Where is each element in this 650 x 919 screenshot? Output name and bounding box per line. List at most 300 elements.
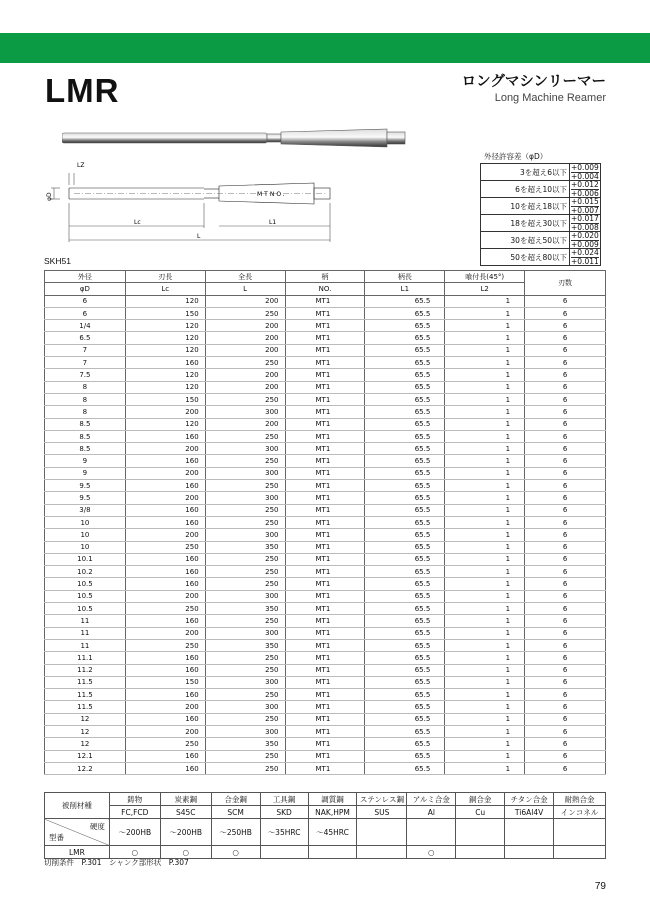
- table-cell: 250: [205, 689, 285, 701]
- table-cell: 200: [205, 295, 285, 307]
- tolerance-row: [481, 215, 601, 232]
- table-row: [45, 701, 606, 713]
- tolerance-range: 3を超え6以下: [481, 164, 570, 181]
- table-cell: MT1: [285, 603, 365, 615]
- footer-note: 切削条件 P.301 シャンク部形状 P.307: [44, 858, 189, 867]
- table-cell: 300: [205, 492, 285, 504]
- table-cell: MT1: [285, 676, 365, 688]
- table-cell: 1: [445, 357, 525, 369]
- table-cell: 8.5: [45, 418, 126, 430]
- table-cell: 6: [525, 418, 606, 430]
- table-cell: 250: [205, 307, 285, 319]
- header-band: [0, 33, 650, 63]
- table-cell: 1/4: [45, 320, 126, 332]
- tolerance-range: 10を超え18以下: [481, 198, 570, 215]
- table-row: [45, 566, 606, 578]
- table-row: [45, 578, 606, 590]
- table-cell: 6: [525, 344, 606, 356]
- table-cell: 6: [525, 725, 606, 737]
- table-cell: 65.5: [365, 738, 445, 750]
- workpiece-grade: Ti6Al4V: [505, 806, 554, 819]
- table-cell: 12.1: [45, 750, 126, 762]
- table-row: [45, 516, 606, 528]
- table-cell: 300: [205, 627, 285, 639]
- table-cell: 65.5: [365, 529, 445, 541]
- workpiece-hardness-header: [45, 819, 110, 846]
- table-cell: 200: [205, 418, 285, 430]
- table-cell: 65.5: [365, 750, 445, 762]
- table-row: [45, 529, 606, 541]
- table-cell: 6: [525, 590, 606, 602]
- suitability-mark: [357, 846, 407, 859]
- table-cell: 6: [525, 639, 606, 651]
- table-cell: 11: [45, 627, 126, 639]
- table-cell: 6: [525, 676, 606, 688]
- table-cell: 300: [205, 406, 285, 418]
- table-cell: 160: [125, 750, 205, 762]
- col-subheader-l1: L1: [365, 283, 445, 295]
- table-cell: 250: [205, 480, 285, 492]
- table-cell: 200: [125, 701, 205, 713]
- table-cell: MT1: [285, 406, 365, 418]
- table-cell: 1: [445, 725, 525, 737]
- table-cell: 1: [445, 701, 525, 713]
- table-cell: 300: [205, 725, 285, 737]
- table-cell: 250: [205, 357, 285, 369]
- tolerance-values: [570, 215, 601, 232]
- table-cell: 1: [445, 307, 525, 319]
- table-cell: 6: [525, 652, 606, 664]
- table-row: [45, 381, 606, 393]
- table-cell: 6: [525, 516, 606, 528]
- table-cell: 65.5: [365, 590, 445, 602]
- table-row: [45, 750, 606, 762]
- table-cell: 120: [125, 381, 205, 393]
- table-cell: 65.5: [365, 430, 445, 442]
- col-header-flute-length: 刃長: [125, 271, 205, 283]
- table-cell: 1: [445, 480, 525, 492]
- table-cell: 1: [445, 639, 525, 651]
- table-cell: 120: [125, 369, 205, 381]
- product-name-jp: ロングマシンリーマー: [461, 74, 606, 90]
- table-row: [45, 492, 606, 504]
- tolerance-lower: +0.004: [571, 171, 599, 181]
- table-row: [45, 295, 606, 307]
- table-cell: 160: [125, 455, 205, 467]
- table-row: [45, 689, 606, 701]
- table-cell: MT1: [285, 639, 365, 651]
- table-cell: 160: [125, 566, 205, 578]
- table-cell: 200: [205, 344, 285, 356]
- table-cell: 11.1: [45, 652, 126, 664]
- workpiece-grade: SUS: [357, 806, 407, 819]
- table-row: [45, 467, 606, 479]
- table-cell: 65.5: [365, 689, 445, 701]
- table-cell: 8.5: [45, 443, 126, 455]
- table-cell: 65.5: [365, 676, 445, 688]
- workpiece-material: 銅合金: [456, 793, 505, 806]
- table-cell: 1: [445, 590, 525, 602]
- table-cell: 6: [525, 467, 606, 479]
- table-cell: 8: [45, 406, 126, 418]
- table-cell: 1: [445, 393, 525, 405]
- table-cell: MT1: [285, 664, 365, 676]
- tolerance-lower: +0.006: [571, 188, 599, 198]
- table-cell: 200: [205, 381, 285, 393]
- table-cell: 6: [525, 480, 606, 492]
- table-cell: 7: [45, 344, 126, 356]
- col-header-shank-length: 柄長: [365, 271, 445, 283]
- table-row: [45, 738, 606, 750]
- table-row: [45, 603, 606, 615]
- table-cell: 6: [525, 295, 606, 307]
- table-row: [45, 639, 606, 651]
- table-cell: 6: [525, 689, 606, 701]
- table-cell: 7.5: [45, 369, 126, 381]
- table-cell: 1: [445, 430, 525, 442]
- table-cell: 200: [125, 529, 205, 541]
- table-cell: 1: [445, 627, 525, 639]
- table-cell: 65.5: [365, 455, 445, 467]
- workpiece-material: 炭素鋼: [160, 793, 211, 806]
- table-cell: MT1: [285, 590, 365, 602]
- table-cell: 12: [45, 738, 126, 750]
- tolerance-values: [570, 181, 601, 198]
- table-cell: 6: [525, 615, 606, 627]
- table-cell: 250: [125, 738, 205, 750]
- workpiece-hardness: ～200HB: [160, 819, 211, 846]
- table-cell: 1: [445, 381, 525, 393]
- table-cell: MT1: [285, 381, 365, 393]
- table-cell: MT1: [285, 320, 365, 332]
- table-cell: MT1: [285, 467, 365, 479]
- model-label: 型番: [49, 833, 64, 842]
- workpiece-hardness: [505, 819, 554, 846]
- dimension-drawing: [44, 158, 344, 250]
- table-cell: 11.5: [45, 689, 126, 701]
- table-cell: 150: [125, 676, 205, 688]
- table-cell: 11: [45, 639, 126, 651]
- table-cell: 1: [445, 320, 525, 332]
- table-cell: MT1: [285, 492, 365, 504]
- table-cell: MT1: [285, 762, 365, 774]
- tolerance-upper: +0.012: [571, 180, 599, 189]
- table-cell: 6.5: [45, 332, 126, 344]
- table-cell: 1: [445, 553, 525, 565]
- col-header-flutes: 刃数: [525, 271, 606, 296]
- table-cell: 11.2: [45, 664, 126, 676]
- tolerance-values: [570, 198, 601, 215]
- workpiece-grade: SKD: [260, 806, 308, 819]
- table-cell: 6: [525, 701, 606, 713]
- table-cell: 160: [125, 430, 205, 442]
- table-row: [45, 443, 606, 455]
- table-cell: 350: [205, 603, 285, 615]
- table-cell: 160: [125, 713, 205, 725]
- l1-label: L1: [269, 219, 277, 226]
- table-cell: 1: [445, 689, 525, 701]
- tolerance-upper: +0.009: [571, 163, 599, 172]
- suitability-mark: ○: [407, 846, 456, 859]
- table-cell: MT1: [285, 553, 365, 565]
- tolerance-row: [481, 232, 601, 249]
- table-cell: 200: [125, 492, 205, 504]
- material-label: SKH51: [44, 256, 71, 266]
- table-row: [45, 504, 606, 516]
- workpiece-grade-row: [45, 806, 606, 819]
- table-cell: 1: [445, 603, 525, 615]
- workpiece-material: 鋳物: [109, 793, 160, 806]
- table-row: [45, 480, 606, 492]
- table-row: [45, 357, 606, 369]
- table-cell: 65.5: [365, 332, 445, 344]
- mtno-label: MTNO.: [257, 191, 287, 198]
- table-cell: 160: [125, 762, 205, 774]
- tolerance-values: [570, 249, 601, 266]
- table-cell: MT1: [285, 516, 365, 528]
- table-cell: 120: [125, 344, 205, 356]
- table-cell: 200: [205, 332, 285, 344]
- table-row: [45, 615, 606, 627]
- workpiece-material: 耐熱合金: [554, 793, 606, 806]
- table-cell: 300: [205, 467, 285, 479]
- table-row: [45, 455, 606, 467]
- table-cell: 1: [445, 762, 525, 774]
- hardness-label: 硬度: [89, 822, 105, 831]
- workpiece-material: 調質鋼: [308, 793, 357, 806]
- table-cell: 1: [445, 750, 525, 762]
- table-cell: 120: [125, 295, 205, 307]
- tolerance-values: [570, 164, 601, 181]
- table-cell: MT1: [285, 344, 365, 356]
- table-cell: 65.5: [365, 578, 445, 590]
- table-cell: 10.5: [45, 590, 126, 602]
- table-cell: 6: [525, 762, 606, 774]
- col-subheader-phid: φD: [45, 283, 126, 295]
- table-cell: 12: [45, 713, 126, 725]
- table-cell: 1: [445, 713, 525, 725]
- table-cell: 1: [445, 295, 525, 307]
- table-cell: MT1: [285, 615, 365, 627]
- table-cell: 12: [45, 725, 126, 737]
- table-cell: 11.5: [45, 676, 126, 688]
- table-cell: 160: [125, 615, 205, 627]
- table-cell: 8: [45, 393, 126, 405]
- tolerance-caption: 外径許容差（φD）: [484, 152, 548, 161]
- table-cell: 6: [525, 357, 606, 369]
- workpiece-hardness: [357, 819, 407, 846]
- table-cell: 65.5: [365, 762, 445, 774]
- table-cell: 8: [45, 381, 126, 393]
- lz-label: LZ: [77, 162, 85, 169]
- table-cell: MT1: [285, 652, 365, 664]
- table-cell: 65.5: [365, 652, 445, 664]
- table-cell: 1: [445, 615, 525, 627]
- table-cell: 1: [445, 455, 525, 467]
- table-cell: 250: [205, 615, 285, 627]
- table-cell: MT1: [285, 443, 365, 455]
- table-cell: 6: [525, 443, 606, 455]
- suitability-mark: ○: [211, 846, 260, 859]
- workpiece-grade: FC,FCD: [109, 806, 160, 819]
- table-cell: 6: [525, 529, 606, 541]
- workpiece-hardness: ～45HRC: [308, 819, 357, 846]
- table-cell: MT1: [285, 750, 365, 762]
- table-cell: 1: [445, 369, 525, 381]
- tolerance-lower: +0.011: [571, 256, 599, 266]
- table-cell: 6: [525, 750, 606, 762]
- table-cell: 10.5: [45, 578, 126, 590]
- table-row: [45, 393, 606, 405]
- workpiece-grade: Cu: [456, 806, 505, 819]
- table-row: [45, 369, 606, 381]
- table-cell: MT1: [285, 480, 365, 492]
- table-cell: 65.5: [365, 480, 445, 492]
- table-cell: 300: [205, 676, 285, 688]
- table-cell: 300: [205, 590, 285, 602]
- table-row: [45, 406, 606, 418]
- table-cell: 65.5: [365, 615, 445, 627]
- workpiece-hardness: ～250HB: [211, 819, 260, 846]
- table-cell: 6: [525, 455, 606, 467]
- tolerance-lower: +0.008: [571, 222, 599, 232]
- lc-label: Lc: [134, 219, 141, 226]
- tolerance-row: [481, 181, 601, 198]
- table-cell: 65.5: [365, 369, 445, 381]
- table-cell: 6: [525, 664, 606, 676]
- table-cell: MT1: [285, 295, 365, 307]
- tolerance-row: [481, 249, 601, 266]
- table-row: [45, 541, 606, 553]
- table-cell: MT1: [285, 725, 365, 737]
- table-cell: 6: [525, 566, 606, 578]
- table-cell: 250: [205, 713, 285, 725]
- table-cell: 10.1: [45, 553, 126, 565]
- table-cell: 65.5: [365, 541, 445, 553]
- table-cell: 3/8: [45, 504, 126, 516]
- table-row: [45, 762, 606, 774]
- table-cell: 65.5: [365, 492, 445, 504]
- tolerance-values: [570, 232, 601, 249]
- table-row: [45, 590, 606, 602]
- table-cell: 1: [445, 664, 525, 676]
- workpiece-material: アルミ合金: [407, 793, 456, 806]
- table-cell: 250: [205, 652, 285, 664]
- table-cell: 1: [445, 443, 525, 455]
- table-cell: 160: [125, 652, 205, 664]
- table-cell: 160: [125, 578, 205, 590]
- table-cell: 200: [125, 627, 205, 639]
- suitability-mark: [308, 846, 357, 859]
- col-header-chamfer-length: 喰付長(45°): [445, 271, 525, 283]
- table-row: [45, 664, 606, 676]
- table-cell: 1: [445, 344, 525, 356]
- table-cell: 1: [445, 492, 525, 504]
- table-cell: 250: [125, 603, 205, 615]
- table-cell: MT1: [285, 307, 365, 319]
- table-cell: 10: [45, 529, 126, 541]
- table-cell: 300: [205, 701, 285, 713]
- table-cell: MT1: [285, 738, 365, 750]
- workpiece-hardness: ～35HRC: [260, 819, 308, 846]
- table-cell: 6: [525, 603, 606, 615]
- workpiece-grade: Al: [407, 806, 456, 819]
- table-cell: 1: [445, 578, 525, 590]
- table-cell: MT1: [285, 713, 365, 725]
- table-cell: 6: [45, 295, 126, 307]
- table-cell: MT1: [285, 701, 365, 713]
- table-cell: MT1: [285, 566, 365, 578]
- table-cell: 350: [205, 541, 285, 553]
- table-row: [45, 307, 606, 319]
- table-cell: MT1: [285, 529, 365, 541]
- table-cell: 1: [445, 541, 525, 553]
- table-cell: MT1: [285, 627, 365, 639]
- suitability-mark: [456, 846, 505, 859]
- table-cell: 65.5: [365, 357, 445, 369]
- table-row: [45, 725, 606, 737]
- workpiece-hardness: [554, 819, 606, 846]
- table-cell: 65.5: [365, 701, 445, 713]
- table-cell: 7: [45, 357, 126, 369]
- table-cell: 6: [525, 430, 606, 442]
- col-header-outer-dia: 外径: [45, 271, 126, 283]
- table-cell: 65.5: [365, 467, 445, 479]
- table-cell: 65.5: [365, 603, 445, 615]
- workpiece-table: [44, 792, 606, 859]
- table-cell: 65.5: [365, 320, 445, 332]
- table-cell: 1: [445, 467, 525, 479]
- tolerance-lower: +0.007: [571, 205, 599, 215]
- table-cell: MT1: [285, 369, 365, 381]
- table-cell: 6: [525, 393, 606, 405]
- col-subheader-no: NO.: [285, 283, 365, 295]
- table-cell: 250: [205, 664, 285, 676]
- table-cell: 350: [205, 738, 285, 750]
- table-cell: 250: [125, 639, 205, 651]
- table-cell: 1: [445, 406, 525, 418]
- suitability-mark: ○: [160, 846, 211, 859]
- spec-table: [44, 270, 606, 775]
- workpiece-material: 工具鋼: [260, 793, 308, 806]
- table-cell: MT1: [285, 455, 365, 467]
- table-cell: MT1: [285, 357, 365, 369]
- table-cell: 1: [445, 738, 525, 750]
- table-cell: 10: [45, 541, 126, 553]
- table-cell: 65.5: [365, 664, 445, 676]
- table-cell: 6: [525, 713, 606, 725]
- table-cell: 1: [445, 332, 525, 344]
- table-cell: 65.5: [365, 418, 445, 430]
- table-cell: 10: [45, 516, 126, 528]
- table-cell: 120: [125, 320, 205, 332]
- table-cell: 65.5: [365, 443, 445, 455]
- suitability-mark: [260, 846, 308, 859]
- table-cell: 200: [125, 725, 205, 737]
- tolerance-upper: +0.020: [571, 231, 599, 240]
- table-cell: MT1: [285, 504, 365, 516]
- table-cell: 9: [45, 467, 126, 479]
- reamer-photo: [62, 126, 412, 150]
- table-cell: 160: [125, 480, 205, 492]
- table-cell: MT1: [285, 430, 365, 442]
- table-cell: MT1: [285, 541, 365, 553]
- workpiece-material: ステンレス鋼: [357, 793, 407, 806]
- table-cell: 9.5: [45, 492, 126, 504]
- table-cell: MT1: [285, 418, 365, 430]
- tolerance-upper: +0.024: [571, 248, 599, 257]
- table-cell: 150: [125, 307, 205, 319]
